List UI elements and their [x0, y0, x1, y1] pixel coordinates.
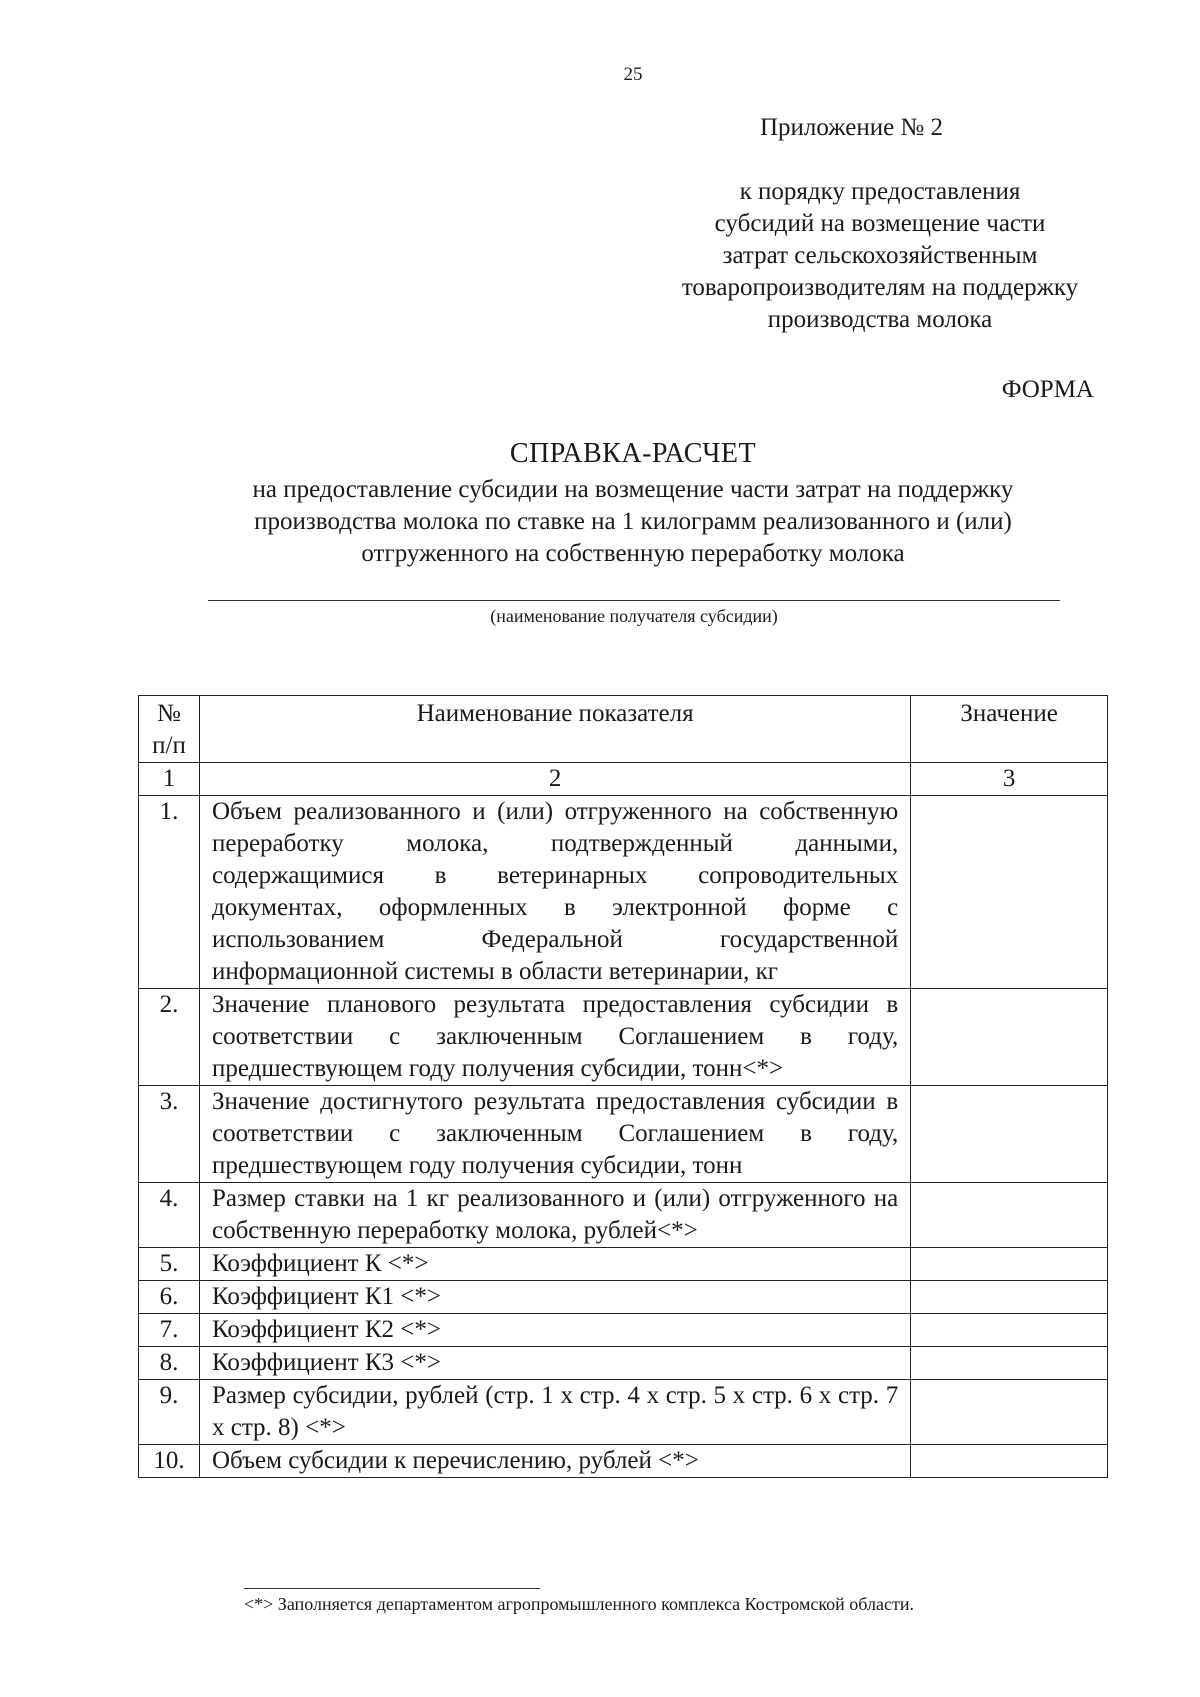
indicator-name: Объем субсидии к перечислению, рублей <*> [199, 1445, 910, 1478]
subtitle-line: производства молока по ставке на 1 килограмм реализованного и (или) [254, 508, 1012, 535]
subtitle-line: отгруженного на собственную переработку молока [361, 540, 905, 567]
table-row [139, 1281, 1108, 1314]
row-number: 6. [139, 1281, 200, 1314]
indicator-name: Коэффициент К2 <*> [199, 1314, 910, 1347]
appendix-line: к порядку предоставления [739, 178, 1021, 205]
indicator-value[interactable] [911, 1248, 1108, 1281]
header-num [139, 696, 200, 763]
header-name: Наименование показателя [199, 696, 910, 763]
indicator-name: Размер ставки на 1 кг реализованного и (или) отгруженного на собственную переработку молока, рублей<*> [199, 1183, 910, 1248]
appendix-line: производства молока [767, 306, 993, 333]
indicator-value[interactable] [911, 1183, 1108, 1248]
row-number: 9. [139, 1380, 200, 1445]
column-number: 2 [199, 763, 910, 796]
table-row [139, 989, 1108, 1086]
footnote-rule [244, 1588, 540, 1589]
table-row [139, 1086, 1108, 1183]
document-subtitle [160, 474, 1106, 570]
column-number: 3 [911, 763, 1108, 796]
page-number: 25 [623, 64, 643, 85]
row-number: 10. [139, 1445, 200, 1478]
row-number: 7. [139, 1314, 200, 1347]
table-row [139, 1248, 1108, 1281]
indicator-value[interactable] [911, 1086, 1108, 1183]
indicator-value[interactable] [911, 1281, 1108, 1314]
header-num-label: № п/п [152, 700, 186, 759]
row-number: 3. [139, 1086, 200, 1183]
table-row [139, 1347, 1108, 1380]
calculation-table [138, 695, 1108, 1478]
recipient-name-line [208, 600, 1060, 601]
appendix-line: субсидий на возмещение части [714, 210, 1046, 237]
table-header-row [139, 696, 1108, 763]
indicator-name: Значение достигнутого результата предоставления субсидии в соответствии с заключенным Соглашением в году, предшествующем году получения субсидии, тонн [199, 1086, 910, 1183]
appendix-title: Приложение № 2 [760, 114, 944, 141]
indicator-name: Объем реализованного и (или) отгруженного на собственную переработку молока, подтвержденный данными, содержащимися в ветеринарных сопроводительных документах, оформленных в электронной форме с использованием Федеральной государственной информационной системы в области ветеринарии, кг [199, 796, 910, 989]
indicator-value[interactable] [911, 1380, 1108, 1445]
footnote: <*> Заполняется департаментом агропромышленного комплекса Костромской области. [244, 1594, 914, 1614]
appendix-line: товаропроизводителям на поддержку [681, 274, 1079, 301]
indicator-name: Размер субсидии, рублей (стр. 1 x стр. 4 x стр. 5 x стр. 6 x стр. 7 x стр. 8) <*> [199, 1380, 910, 1445]
appendix-line: затрат сельскохозяйственным [722, 242, 1038, 269]
document-title: СПРАВКА-РАСЧЕТ [509, 438, 757, 469]
table-row [139, 1314, 1108, 1347]
indicator-value[interactable] [911, 1445, 1108, 1478]
subtitle-line: на предоставление субсидии на возмещение части затрат на поддержку [252, 476, 1014, 503]
header-value: Значение [911, 696, 1108, 763]
column-number: 1 [139, 763, 200, 796]
table-row [139, 1380, 1108, 1445]
indicator-value[interactable] [911, 1347, 1108, 1380]
indicator-name: Значение планового результата предоставления субсидии в соответствии с заключенным Соглашением в году, предшествующем году получения субсидии, тонн<*> [199, 989, 910, 1086]
table-row [139, 1445, 1108, 1478]
indicator-name: Коэффициент К3 <*> [199, 1347, 910, 1380]
indicator-name: Коэффициент К1 <*> [199, 1281, 910, 1314]
row-number: 8. [139, 1347, 200, 1380]
indicator-value[interactable] [911, 1314, 1108, 1347]
row-number: 2. [139, 989, 200, 1086]
form-label: ФОРМА [1001, 376, 1094, 403]
indicator-value[interactable] [911, 796, 1108, 989]
indicator-name: Коэффициент К <*> [199, 1248, 910, 1281]
row-number: 5. [139, 1248, 200, 1281]
row-number: 4. [139, 1183, 200, 1248]
column-number-row [139, 763, 1108, 796]
appendix-description [620, 176, 1140, 336]
table-row [139, 796, 1108, 989]
indicator-value[interactable] [911, 989, 1108, 1086]
row-number: 1. [139, 796, 200, 989]
table-row [139, 1183, 1108, 1248]
recipient-caption: (наименование получателя субсидии) [490, 606, 778, 626]
